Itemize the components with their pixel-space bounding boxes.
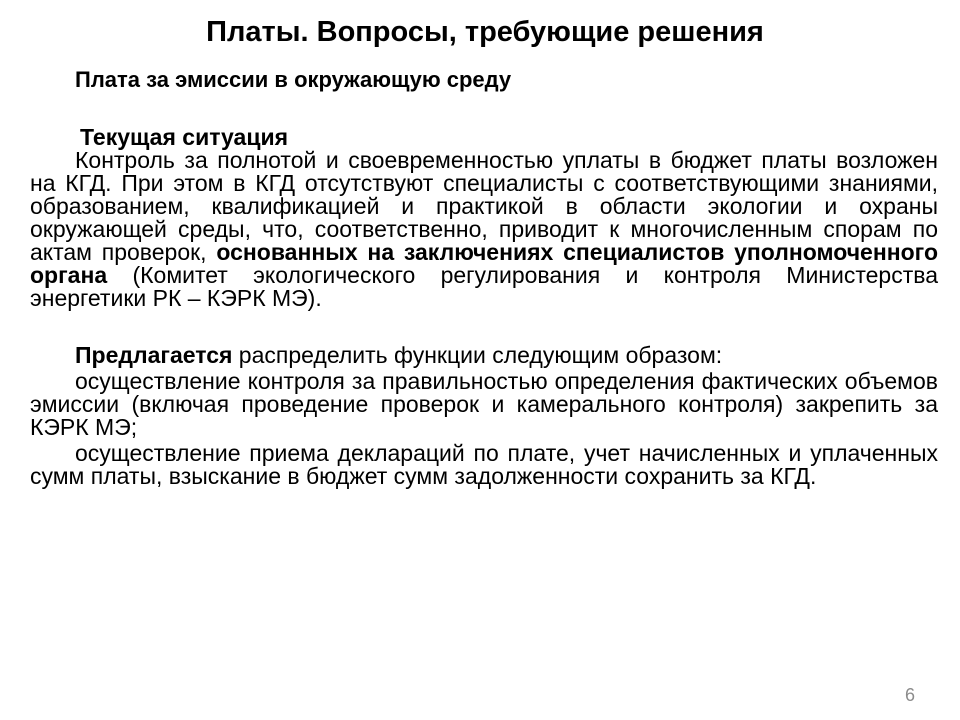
current-situation-heading: Текущая ситуация: [80, 124, 289, 150]
paragraph-text-bold: основанных на заключениях специалистов уполномоченного органа: [30, 239, 938, 288]
proposal-lead-text: распределить функции следующим образом:: [232, 342, 723, 368]
slide-subtitle: Плата за эмиссии в окружающую среду: [75, 67, 512, 92]
proposal-item-2: осуществление приема деклараций по плате, учет начисленных и уплаченных сумм платы, взыскание в бюджет сумм задолженности сохранить за КГД.: [30, 440, 938, 489]
paragraph-text-end: (Комитет экологического регулирования и контроля Министерства энергетики РК – КЭРК МЭ).: [30, 262, 938, 311]
page-number: 6: [905, 685, 916, 705]
proposal-lead-bold: Предлагается: [75, 342, 233, 368]
paragraph-text-start: Контроль за полнотой и своевременностью уплаты в бюджет платы возложен на КГД. При этом в КГД отсутствуют специалисты с соответствующими знаниями, образованием, квалификацией и практикой в области экологии и охраны окружающей среды, что, соответственно, приводит к многочисленным спорам по актам проверок,: [30, 147, 938, 265]
slide-title: Платы. Вопросы, требующие решения: [206, 16, 764, 48]
slide-content: [30, 126, 938, 488]
proposal-lead: [30, 344, 938, 367]
current-situation-paragraph: [30, 149, 938, 310]
proposal-item-1: осуществление контроля за правильностью определения фактических объемов эмиссии (включая проведение проверок и камерального контроля) закрепить за КЭРК МЭ;: [30, 368, 938, 440]
